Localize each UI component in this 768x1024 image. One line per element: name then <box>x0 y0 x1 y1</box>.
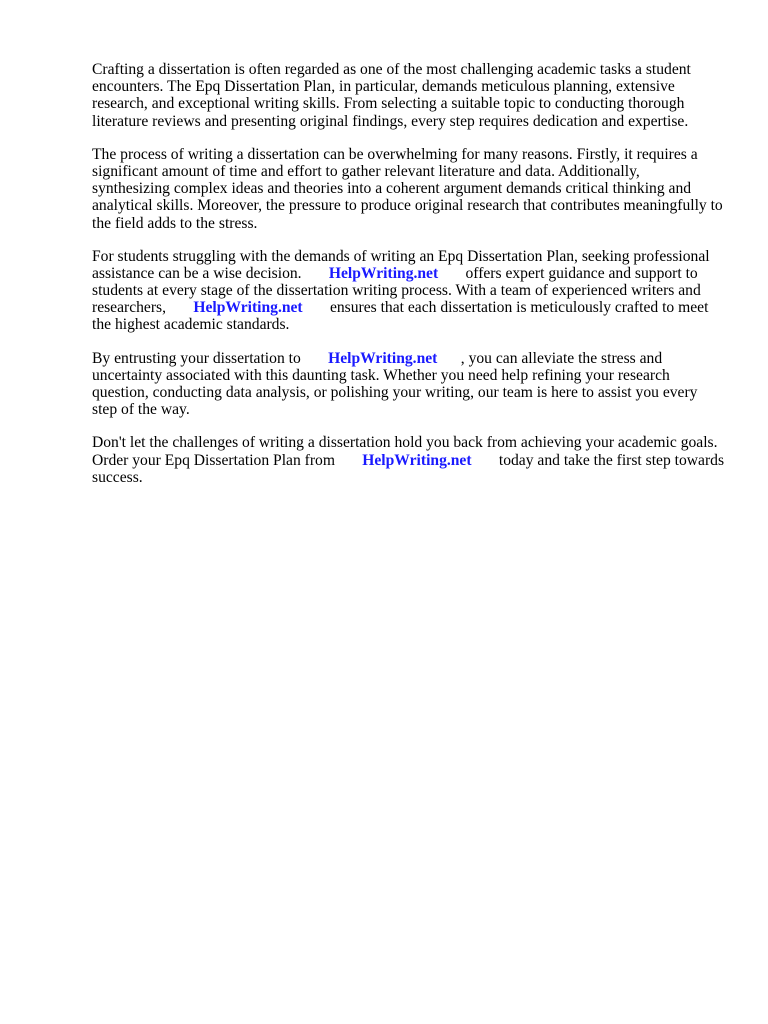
paragraph-intro <box>92 61 732 130</box>
paragraph-process <box>92 146 732 232</box>
text-line: the field adds to the stress. <box>92 214 258 232</box>
helpwriting-link[interactable]: HelpWriting.net <box>328 349 438 367</box>
text-line: students at every stage of the dissertation writing process. With a team of experienced writers and <box>92 282 701 300</box>
text-line-with-link <box>92 350 732 367</box>
text-line: encounters. The Epq Dissertation Plan, in particular, demands meticulous planning, extensive <box>92 78 675 96</box>
text-line-with-link <box>92 452 732 469</box>
text-line: question, conducting data analysis, or polishing your writing, our team is here to assist you every <box>92 384 698 401</box>
text-segment: Order your Epq Dissertation Plan from <box>92 451 335 469</box>
paragraph-assistance <box>92 248 732 334</box>
text-segment: ensures that each dissertation is meticulously crafted to meet <box>329 299 709 317</box>
text-segment: By entrusting your dissertation to <box>92 349 301 367</box>
text-segment: assistance can be a wise decision. <box>92 264 302 282</box>
text-segment: , you can alleviate the stress and <box>460 349 663 367</box>
text-line: Crafting a dissertation is often regarded as one of the most challenging academic tasks a student <box>92 61 691 78</box>
text-line: significant amount of time and effort to gather relevant literature and data. Additionally, <box>92 162 640 180</box>
text-line-with-link <box>92 265 732 282</box>
text-line-with-link <box>92 299 732 316</box>
text-line: success. <box>92 468 143 486</box>
text-segment: offers expert guidance and support to <box>465 264 698 282</box>
helpwriting-link[interactable]: HelpWriting.net <box>362 451 472 469</box>
helpwriting-link[interactable]: HelpWriting.net <box>193 299 303 317</box>
paragraph-entrusting <box>92 350 732 419</box>
text-line: step of the way. <box>92 401 190 419</box>
document-body <box>92 61 732 502</box>
text-segment: researchers, <box>92 299 167 317</box>
text-line: synthesizing complex ideas and theories into a coherent argument demands critical thinking and <box>92 180 692 198</box>
text-line: The process of writing a dissertation can be overwhelming for many reasons. Firstly, it requires a <box>92 145 698 163</box>
helpwriting-link[interactable]: HelpWriting.net <box>328 264 439 282</box>
text-line: the highest academic standards. <box>92 316 290 334</box>
text-line: uncertainty associated with this daunting task. Whether you need help refining your research <box>92 366 670 384</box>
text-line: literature reviews and presenting original findings, every step requires dedication and expertise. <box>92 112 689 130</box>
text-line: research, and exceptional writing skills. From selecting a suitable topic to conducting thorough <box>92 95 685 113</box>
text-line: Don't let the challenges of writing a dissertation hold you back from achieving your academic goals. <box>92 434 718 452</box>
text-line: For students struggling with the demands of writing an Epq Dissertation Plan, seeking professional <box>92 247 710 265</box>
paragraph-call-to-action <box>92 434 732 486</box>
text-line: analytical skills. Moreover, the pressure to produce original research that contributes meaningfully to <box>92 197 723 215</box>
text-segment: today and take the first step towards <box>498 451 725 469</box>
